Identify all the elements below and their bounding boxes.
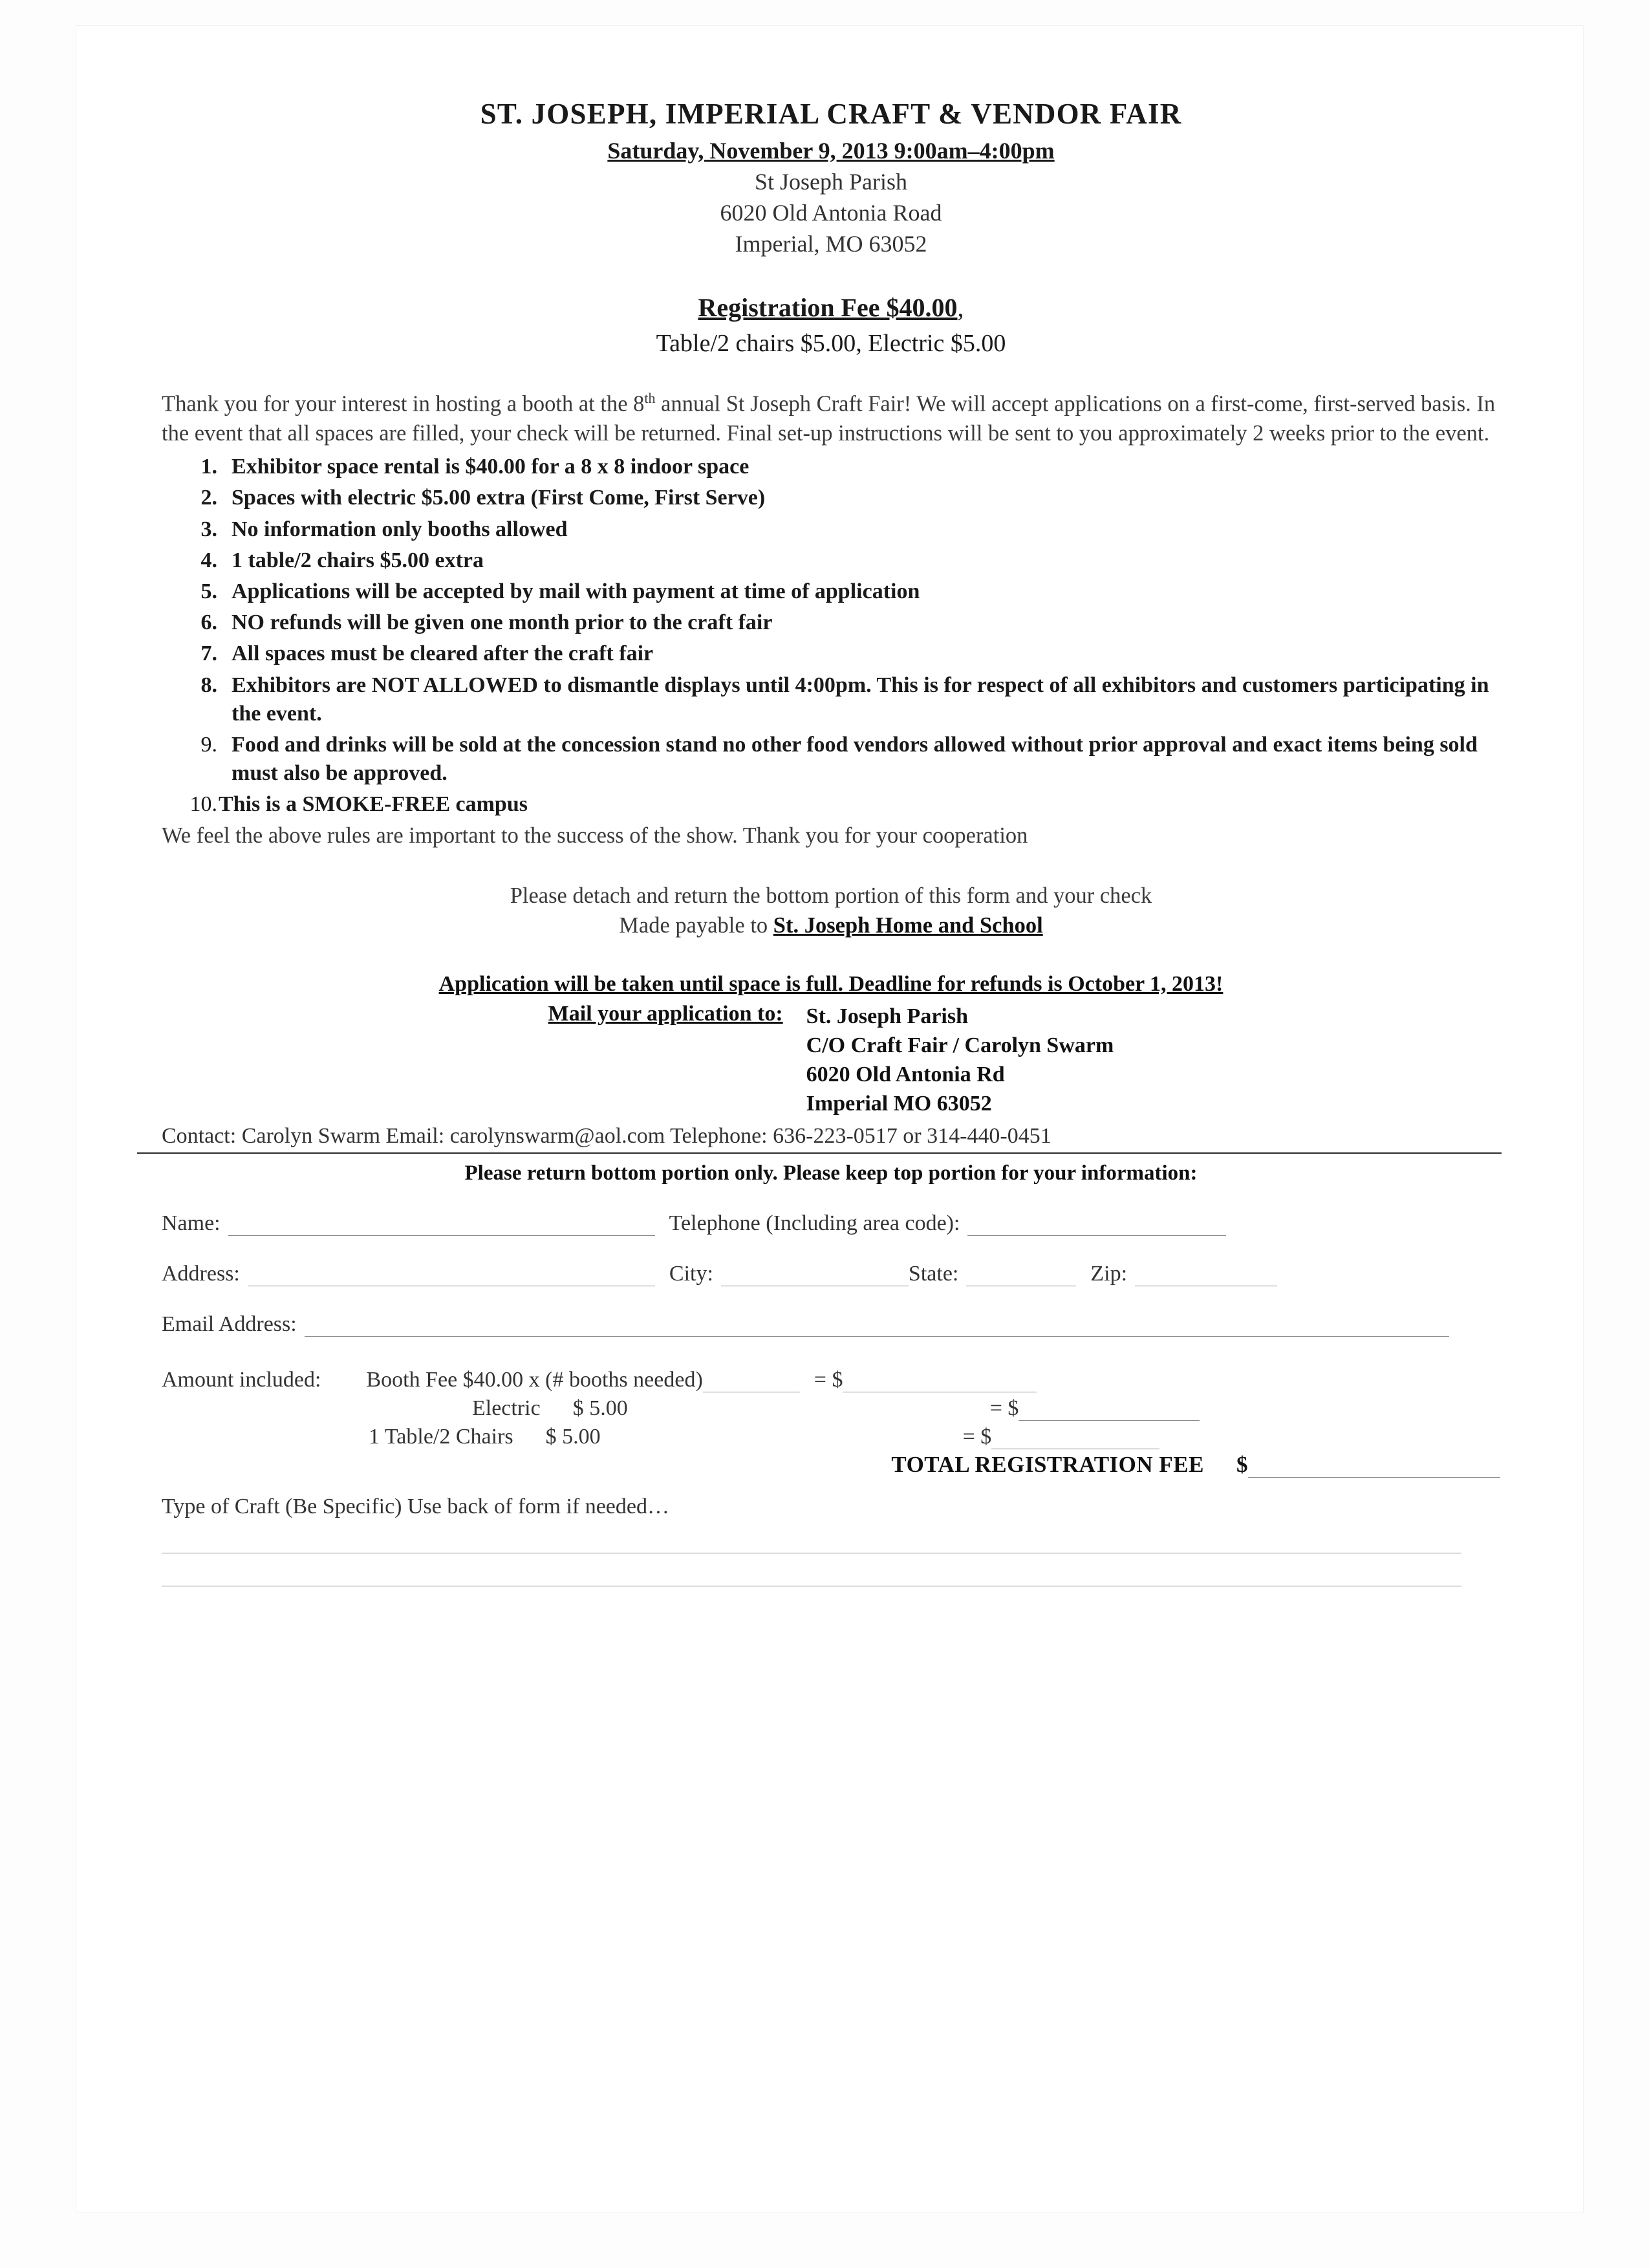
payee-name: St. Joseph Home and School	[773, 913, 1043, 938]
list-item	[162, 731, 1500, 788]
rule-number: 10.	[189, 792, 217, 817]
electric-row	[162, 1396, 1500, 1421]
craft-type-label: Type of Craft (Be Specific) Use back of form if needed…	[162, 1494, 669, 1518]
list-item	[162, 640, 1500, 668]
rule-number: 5.	[200, 579, 217, 603]
detach-line-2	[162, 911, 1500, 941]
zip-label: Zip:	[1090, 1261, 1128, 1286]
email-input[interactable]	[305, 1317, 1449, 1337]
name-input[interactable]	[228, 1216, 655, 1236]
booth-amount-input[interactable]	[843, 1372, 1037, 1392]
list-item	[162, 790, 1500, 819]
table-amount-input[interactable]	[991, 1429, 1159, 1449]
intro-paragraph	[162, 389, 1500, 449]
event-date-time: Saturday, November 9, 2013 9:00am–4:00pm	[607, 138, 1055, 164]
registration-fee-line	[162, 292, 1500, 323]
name-label: Name:	[162, 1211, 221, 1235]
rule-number: 6.	[200, 610, 217, 635]
mail-to-label	[548, 1002, 806, 1119]
venue-name: St Joseph Parish	[754, 169, 908, 195]
email-row	[162, 1312, 1500, 1337]
booth-count-input[interactable]	[703, 1372, 800, 1392]
detach-notice	[162, 881, 1500, 941]
mail-address-lines	[806, 1002, 1114, 1119]
rules-list	[162, 453, 1500, 819]
telephone-label: Telephone (Including area code):	[669, 1211, 960, 1235]
list-item	[162, 453, 1500, 481]
intro-ordinal-suffix: th	[644, 390, 656, 406]
tear-off-divider	[137, 1152, 1502, 1154]
craft-type-line-1[interactable]	[162, 1519, 1461, 1553]
list-item	[162, 609, 1500, 637]
address-row	[162, 1262, 1500, 1286]
booth-fee-label: Booth Fee $40.00 x (# booths needed)	[366, 1367, 703, 1392]
table-chairs-row	[162, 1425, 1500, 1449]
table-chairs-price: $ 5.00	[545, 1424, 601, 1449]
rule-number: 4.	[200, 548, 217, 572]
rule-text: Food and drinks will be sold at the concession stand no other food vendors allowed without prior approval and exact items being sold must also be approved.	[232, 732, 1478, 786]
list-item	[162, 578, 1500, 606]
list-item	[162, 515, 1500, 544]
detach-line-1: Please detach and return the bottom portion of this form and your check	[510, 883, 1152, 908]
registration-fee-comma: ,	[957, 293, 964, 322]
rule-text: Exhibitor space rental is $40.00 for a 8 x 8 indoor space	[232, 455, 749, 479]
table-chairs-label: 1 Table/2 Chairs	[369, 1424, 513, 1449]
mail-line: C/O Craft Fair / Carolyn Swarm	[806, 1033, 1114, 1057]
table-equals-label: = $	[962, 1424, 992, 1449]
rule-number: 7.	[200, 642, 217, 666]
rule-text: Applications will be accepted by mail with payment at time of application	[232, 579, 920, 603]
city-label: City:	[669, 1261, 713, 1286]
deadline-notice: Application will be taken until space is full. Deadline for refunds is October 1, 2013!	[438, 971, 1223, 996]
rule-text: All spaces must be cleared after the craft fair	[232, 642, 654, 666]
paper-sheet	[76, 26, 1583, 2212]
mailing-address-block	[162, 1002, 1500, 1119]
rule-text: Spaces with electric $5.00 extra (First Come, First Serve)	[232, 486, 766, 510]
electric-amount-input[interactable]	[1018, 1401, 1200, 1421]
contact-line: Contact: Carolyn Swarm Email: carolynswarm@aol.com Telephone: 636-223-0517 or 314-440-0451	[162, 1123, 1051, 1148]
booth-fee-row	[162, 1368, 1500, 1392]
rule-text: This is a SMOKE-FREE campus	[219, 792, 528, 817]
list-item	[162, 671, 1500, 728]
total-amount-input[interactable]	[1248, 1458, 1500, 1478]
zip-input[interactable]	[1135, 1266, 1277, 1286]
rule-text: NO refunds will be given one month prior to the craft fair	[232, 610, 773, 635]
email-label: Email Address:	[162, 1312, 297, 1336]
mail-line: 6020 Old Antonia Rd	[806, 1063, 1005, 1087]
total-label: TOTAL REGISTRATION FEE	[891, 1451, 1204, 1477]
mail-to-label-text: Mail your application to:	[548, 1001, 783, 1026]
list-item	[162, 484, 1500, 512]
electric-price: $ 5.00	[572, 1396, 628, 1420]
name-telephone-row	[162, 1211, 1500, 1236]
city-input[interactable]	[721, 1266, 909, 1286]
mail-line: Imperial MO 63052	[806, 1092, 992, 1116]
total-dollar-sign: $	[1236, 1451, 1248, 1477]
document-content	[162, 97, 1500, 1586]
booth-equals-label: = $	[814, 1367, 843, 1392]
extras-fee-line: Table/2 chairs $5.00, Electric $5.00	[656, 330, 1006, 357]
electric-label: Electric	[472, 1396, 541, 1420]
total-row	[162, 1452, 1500, 1478]
page-title: ST. JOSEPH, IMPERIAL CRAFT & VENDOR FAIR	[480, 98, 1182, 130]
list-item	[162, 546, 1500, 575]
payable-prefix: Made payable to	[619, 913, 773, 938]
state-label: State:	[908, 1261, 959, 1286]
rule-text: Exhibitors are NOT ALLOWED to dismantle displays until 4:00pm. This is for respect of all exhibitors and customers participating in the event.	[232, 673, 1489, 726]
venue-city-state: Imperial, MO 63052	[735, 231, 927, 257]
rule-text: No information only booths allowed	[232, 517, 568, 541]
return-instructions: Please return bottom portion only. Please keep top portion for your information:	[464, 1161, 1198, 1185]
rule-number: 9.	[200, 732, 217, 757]
craft-type-line-2[interactable]	[162, 1553, 1461, 1586]
rule-text: 1 table/2 chairs $5.00 extra	[232, 548, 484, 572]
amount-section	[162, 1368, 1500, 1478]
electric-equals-label: = $	[989, 1396, 1019, 1420]
rule-number: 1.	[200, 455, 217, 479]
state-input[interactable]	[966, 1266, 1076, 1286]
intro-part1: Thank you for your interest in hosting a booth at the 8	[162, 391, 645, 416]
rule-number: 8.	[200, 673, 217, 697]
amount-included-label: Amount included:	[162, 1367, 321, 1392]
registration-fee-label: Registration Fee $40.00	[698, 293, 958, 322]
closing-paragraph: We feel the above rules are important to the success of the show. Thank you for your cooperation	[162, 823, 1028, 848]
mail-line: St. Joseph Parish	[806, 1004, 968, 1028]
intro-part2: annual St Joseph Craft Fair! We will accept applications on a first-come, first-served basis. In the event that all spaces are filled, your check will be returned. Final set-up instructions will be sent to you approximately 2 weeks prior to the event.	[162, 391, 1496, 446]
rule-number: 3.	[200, 517, 217, 541]
telephone-input[interactable]	[967, 1216, 1226, 1236]
address-label: Address:	[162, 1261, 240, 1286]
address-input[interactable]	[248, 1266, 655, 1286]
venue-street: 6020 Old Antonia Road	[720, 200, 942, 226]
rule-number: 2.	[200, 486, 217, 510]
